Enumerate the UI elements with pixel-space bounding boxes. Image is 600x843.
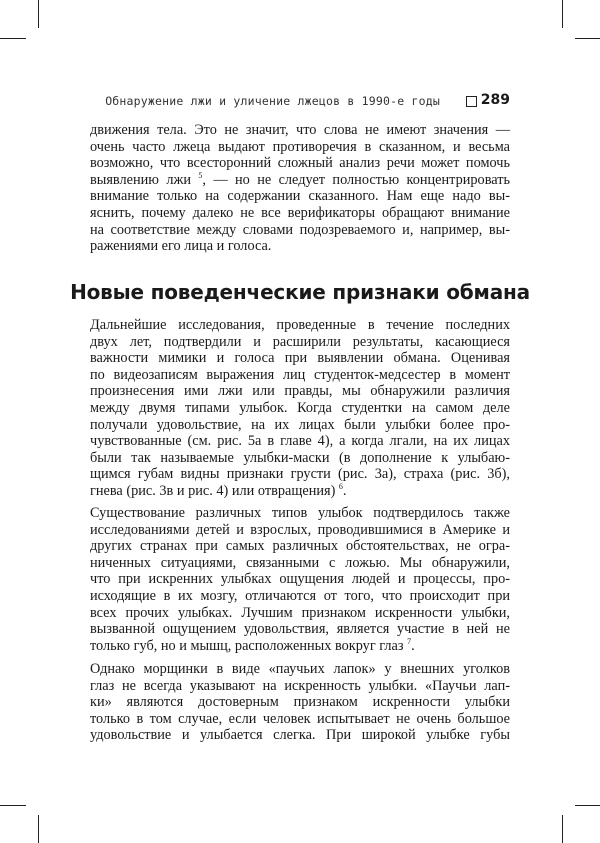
crop-mark	[38, 0, 39, 28]
text-line: щимся губам видны признаки грусти (рис. 3а), страха (рис. 3б),	[90, 466, 510, 483]
crop-mark	[0, 805, 26, 806]
text-line: двух лет, подтвердили и расширили результаты, касающиеся	[90, 333, 510, 350]
text-line: на соответствие между словами подозреваемого и, например, вы-	[90, 221, 510, 238]
text-line: Дальнейшие исследования, проведенные в течение последних	[90, 317, 510, 333]
text-line: других странах при самых различных обстоятельствах, не огра-	[90, 538, 510, 555]
section-heading: Новые поведенческие признаки обмана	[70, 280, 530, 304]
paragraph	[90, 317, 510, 500]
crop-mark	[562, 815, 563, 843]
crop-mark	[575, 38, 600, 39]
footnote-ref: 5	[198, 170, 203, 180]
paragraph	[90, 505, 510, 654]
text-line: движения тела. Это не значит, что слова не имеют значения —	[90, 122, 510, 138]
text-line: Существование различных типов улыбок подтвердилось также	[90, 505, 510, 521]
text-line: вызванной ощущением удовольствия, является участие в ней не	[90, 621, 510, 638]
running-title: Обнаружение лжи и уличение лжецов в 1990-е годы	[105, 94, 440, 108]
text-line: между двумя типами улыбок. Когда студентки на самом деле	[90, 399, 510, 416]
crop-mark	[0, 38, 26, 39]
text-line: глаз не всегда указывают на искренность улыбки. «Паучьи лап-	[90, 677, 510, 694]
text-line: важности мимики и голоса при выявлении обмана. Оценивая	[90, 350, 510, 367]
text-line: удовольствие и улыбается слегка. При широкой улыбке губы	[90, 727, 510, 744]
text-line: ниченных ситуациями, связанными с ложью. Мы обнаружили,	[90, 554, 510, 571]
text-line: только губ, но и мышц, расположенных вокруг глаз $^7$.	[90, 636, 415, 654]
text-line: что при искренних улыбках ощущения людей и процессы, про-	[90, 571, 510, 588]
text-line: чувствованные (см. рис. 5а в главе 4), а когда лгали, на их лицах	[90, 433, 510, 450]
footnote-ref: 6	[338, 481, 343, 491]
text-line: внимание только на содержании сказанного. Нам еще надо вы-	[90, 188, 510, 205]
text-line: всех прочих улыбках. Лучшим признаком искренности улыбки,	[90, 604, 510, 621]
text-line: исходящие в их мозгу, отличаются от того, что происходит при	[90, 587, 510, 604]
paragraph	[90, 122, 510, 255]
text-line: произнесения ими лжи или правды, мы обнаружили различия	[90, 383, 510, 400]
paragraph	[90, 661, 510, 744]
crop-mark	[562, 0, 563, 28]
text-line: исследованиями детей и взрослых, проводившимися в Америке и	[90, 521, 510, 538]
text-line: яснить, почему далеко не все верификаторы обращают внимание	[90, 204, 510, 221]
page-number: 289	[480, 92, 510, 108]
text-line: выявлению лжи $^5$, — но не следует полностью концентрировать	[90, 170, 510, 188]
text-line: возможно, что всесторонний сложный анализ речи может помочь	[90, 155, 510, 172]
text-line: были так называемые улыбки-маски (в дополнение к улыбаю-	[90, 449, 510, 466]
running-header	[90, 93, 510, 111]
footnote-ref: 7	[407, 636, 412, 646]
text-line: гнева (рис. 3в и рис. 4) или отвращения) $^6$.	[90, 481, 347, 499]
square-bullet-icon	[466, 96, 477, 107]
text-line: ражениями его лица и голоса.	[90, 238, 272, 255]
text-line: по видеозаписям выражения лиц студенток-медсестер в момент	[90, 366, 510, 383]
text-line: очень часто лжеца выдают противоречия в сказанном, и весьма	[90, 138, 510, 155]
text-line: ки» являются достоверным признаком искренности улыбки	[90, 694, 510, 711]
text-line: Однако морщинки в виде «паучьих лапок» у внешних уголков	[90, 661, 510, 677]
text-line: только в том случае, если человек испытывает не очень большое	[90, 710, 510, 727]
crop-mark	[38, 815, 39, 843]
text-line: получали удовольствие, на их лицах были улыбки более про-	[90, 416, 510, 433]
crop-mark	[575, 805, 600, 806]
